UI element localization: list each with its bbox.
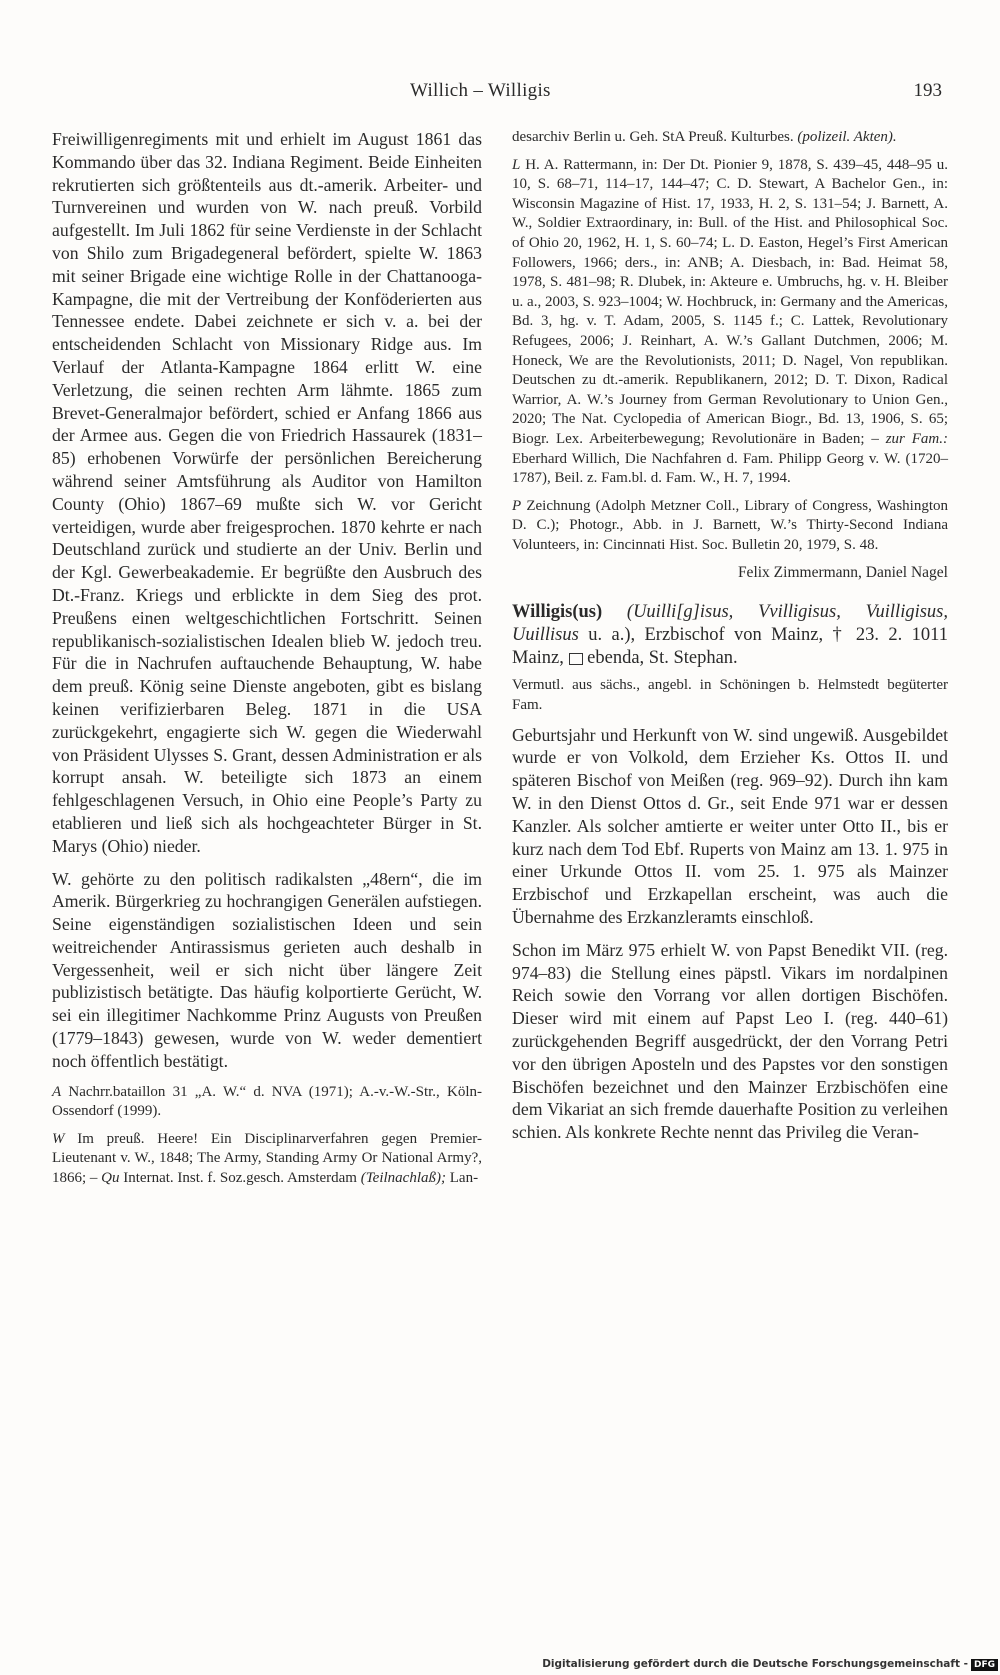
sources-continued: desarchiv Berlin u. Geh. StA Preuß. Kulturbes. (polizeil. Akten). <box>512 129 897 145</box>
left-column <box>52 128 482 1197</box>
page-number: 193 <box>913 80 942 101</box>
paragraph: Freiwilligenregiments mit und erhielt im August 1861 das Kommando über das 32. Indiana Regiment. Beide Einheiten rekrutierten sich größtenteils aus dt.-amerik. Arbeiter- und Turnvereinen und wurden von W. nach preuß. Vorbild aufgestellt. Im Juli 1862 für seine Verdienste in der Schlacht von Shilo zum Brigadegeneral befördert, spielte W. 1863 mit seiner Brigade eine wichtige Rolle in der Chattanooga-Kampagne, die mit der Vertreibung der Konföderierten aus Tennessee endete. Dabei zeichnete er sich v. a. bei der entscheidenden Schlacht von Missionary Ridge aus. Im Verlauf der Atlanta-Kampagne 1864 erlitt W. eine Verletzung, die seinen rechten Arm lähmte. 1865 zum Brevet-Generalmajor befördert, schied er Anfang 1866 aus der Armee aus. Gegen die von Friedrich Hassaurek (1831–85) erhobenen Vorwürfe der persönlichen Bereicherung während seiner Amtsführung als Auditor von Hamilton County (Ohio) 1867–69 mußte sich W. vor Gericht verteidigen, wurde aber freigesprochen. 1870 kehrte er nach Deutschland zurück und studierte an der Univ. Berlin und der Kgl. Gewerbeakademie. Er begrüßte den Ausbruch des Dt.-Franz. Kriegs und erblickte in dem Sieg des prot. Preußens einen weltgeschichtlichen Fortschritt. Seinen republikanisch-sozialistischen Idealen blieb W. jedoch treu. Für die in Nachrufen auftauchende Behauptung, W. habe dem preuß. König seine Dienste angeboten, gibt es bislang keinen verifizierbaren Beleg. 1871 in die USA zurückgekehrt, engagierte sich W. gegen die Wiederwahl von Präsident Ulysses S. Grant, dessen Administration er als korrupt ansah. W. beteiligte sich 1873 an einem fehlgeschlagenen Versuch, in Ohio eine People’s Party zu etablieren und ließ sich als hochgeachteter Bürger in St. Marys (Ohio) nieder. <box>52 129 482 856</box>
paragraph: W. gehörte zu den politisch radikalsten „48ern“, die im Amerik. Bürgerkrieg zu hochrangigen Generälen aufstiegen. Seine eigenständigen sozialistischen Ideen und sein weitreichender Antirassismus gerieten auch deshalb in Vergessenheit, weil er sich nicht über längere Zeit publizistisch betätigte. Das häufig kolportierte Gerücht, W. sei ein illegitimer Nachkomme Prinz Augusts von Preußen (1779–1843) gewesen, wurde von W. weder dementiert noch öffentlich bestätigt. <box>52 868 482 1071</box>
entry-variants: (Uuilli[g]isus, Vvilligisus, Vuilligisus, Uuillisus <box>512 602 948 646</box>
running-header <box>0 80 1000 110</box>
burial-icon <box>569 653 583 665</box>
literature-section: L H. A. Rattermann, in: Der Dt. Pionier 9, 1878, S. 439–45, 448–95 u. 10, S. 68–71, 114–17, 144–47; C. D. Stewart, A Bachelor Gen., in: Wisconsin Magazine of Hist. 17, 1933, H. 2, S. 131–54; J. Barnett, A. W., Soldier Extraordinary, in: Bull. of the Hist. and Philosophical Soc. of Ohio 20, 1962, H. 1, S. 60–74; L. D. Easton, Hegel’s First American Followers, 1966; ders., in: ANB; A. Diesbach, in: Bad. Heimat 58, 1978, S. 481–98; R. Dlubek, in: Akteure e. Umbruchs, hg. v. H. Bleiber u. a., 2003, S. 923–1004; W. Hochbruck, in: Germany and the Americas, Bd. 3, hg. v. T. Adam, 2005, S. 1145 f.; C. Lattek, Revolutionary Refugees, 2006; J. Reinhart, A. W.’s Gallant Dutchmen, 2006; M. Honeck, We are the Revolutionists, 2011; D. Nagel, Von republikan. Deutschen zu dt.-amerik. Republikanern, 2012; D. T. Dixon, Radical Warrior, A. W.’s Journey from German Revolutionary to Union Gen., 2020; The Nat. Cyclopedia of American Biogr., Bd. 13, 1906, S. 65; Biogr. Lex. Arbeiterbewegung; Revolutionäre in Baden; – zur Fam.: Eberhard Willich, Die Nachfahren d. Fam. Philipp Georg v. W. (1720–1787), Beil. z. Fam.bl. d. Fam. W., H. 7, 1994. <box>512 156 948 487</box>
footer-credit: Digitalisierung gefördert durch die Deutsche Forschungsgemeinschaft - DFG <box>0 1658 998 1671</box>
dfg-logo: DFG <box>971 1659 998 1671</box>
section-label-l: L <box>512 156 521 173</box>
entry-name: Willigis(us) <box>512 602 603 623</box>
running-title: Willich – Willigis <box>410 80 551 101</box>
awards-section: A Nachrr.bataillon 31 „A. W.“ d. NVA (1971); A.-v.-W.-Str., Köln-Ossendorf (1999). <box>52 1083 482 1120</box>
author-signature: Felix Zimmermann, Daniel Nagel <box>737 564 948 582</box>
section-label-w: W <box>52 1130 65 1147</box>
family-note: Vermutl. aus sächs., angebl. in Schöningen b. Helmstedt begüterter Fam. <box>512 677 948 714</box>
right-column <box>512 128 948 1154</box>
entry-heading: Willigis(us) (Uuilli[g]isus, Vvilligisus, Vuilligisus, Uuillisus u. a.), Erzbischof von Mainz, † 23. 2. 1011 Mainz, ebenda, St. Stephan. <box>512 602 948 669</box>
paragraph: Schon im März 975 erhielt W. von Papst Benedikt VII. (reg. 974–83) die Stellung eines päpstl. Vikars im nordalpinen Reich sowie den Vorrang vor allen dortigen Bischöfen. Dieser wird mit einem auf Papst Leo I. (reg. 440–61) zurückgehenden Begriff ausgedrückt, der den Vorrang Petri vor den übrigen Aposteln und des Papstes vor den sonstigen Bischöfen bezeichnet und den Mainzer Erzbischöfen eine dem Vikariat an sich fremde dauerhafte Position zu verleihen schien. Als konkrete Rechte nennt das Privileg die Veran- <box>512 939 948 1143</box>
works-section: W Im preuß. Heere! Ein Disciplinarverfahren gegen Premier-Lieutenant v. W., 1848; The Army, Standing Army Or National Army?, 1866; – Qu Internat. Inst. f. Soz.gesch. Amsterdam (Teilnachlaß); Lan- <box>52 1130 482 1187</box>
section-label-a: A <box>52 1083 62 1100</box>
paragraph: Geburtsjahr und Herkunft von W. sind ungewiß. Ausgebildet wurde er von Volkold, dem Erzieher Ks. Ottos II. und späteren Bischof von Meißen (reg. 969–92). Durch ihn kam W. in den Dienst Ottos d. Gr., seit Ende 971 war er dessen Kanzler. Als solcher amtierte er weiter unter Otto II., bis er kurz nach dem Tod Ebf. Ruperts von Mainz am 13. 1. 975 in einer Urkunde Ottos II. vom 25. 1. 975 als Mainzer Erzbischof und Erzkapellan erscheint, was auch die Übernahme des Erzkanzleramts einschloß. <box>512 724 948 928</box>
section-label-p: P <box>512 497 522 514</box>
portraits-section: P Zeichnung (Adolph Metzner Coll., Library of Congress, Washington D. C.); Photogr., Abb. in J. Barnett, W.’s Thirty-Second Indiana Volunteers, in: Cincinnati Hist. Soc. Bulletin 20, 1979, S. 48. <box>512 497 948 553</box>
